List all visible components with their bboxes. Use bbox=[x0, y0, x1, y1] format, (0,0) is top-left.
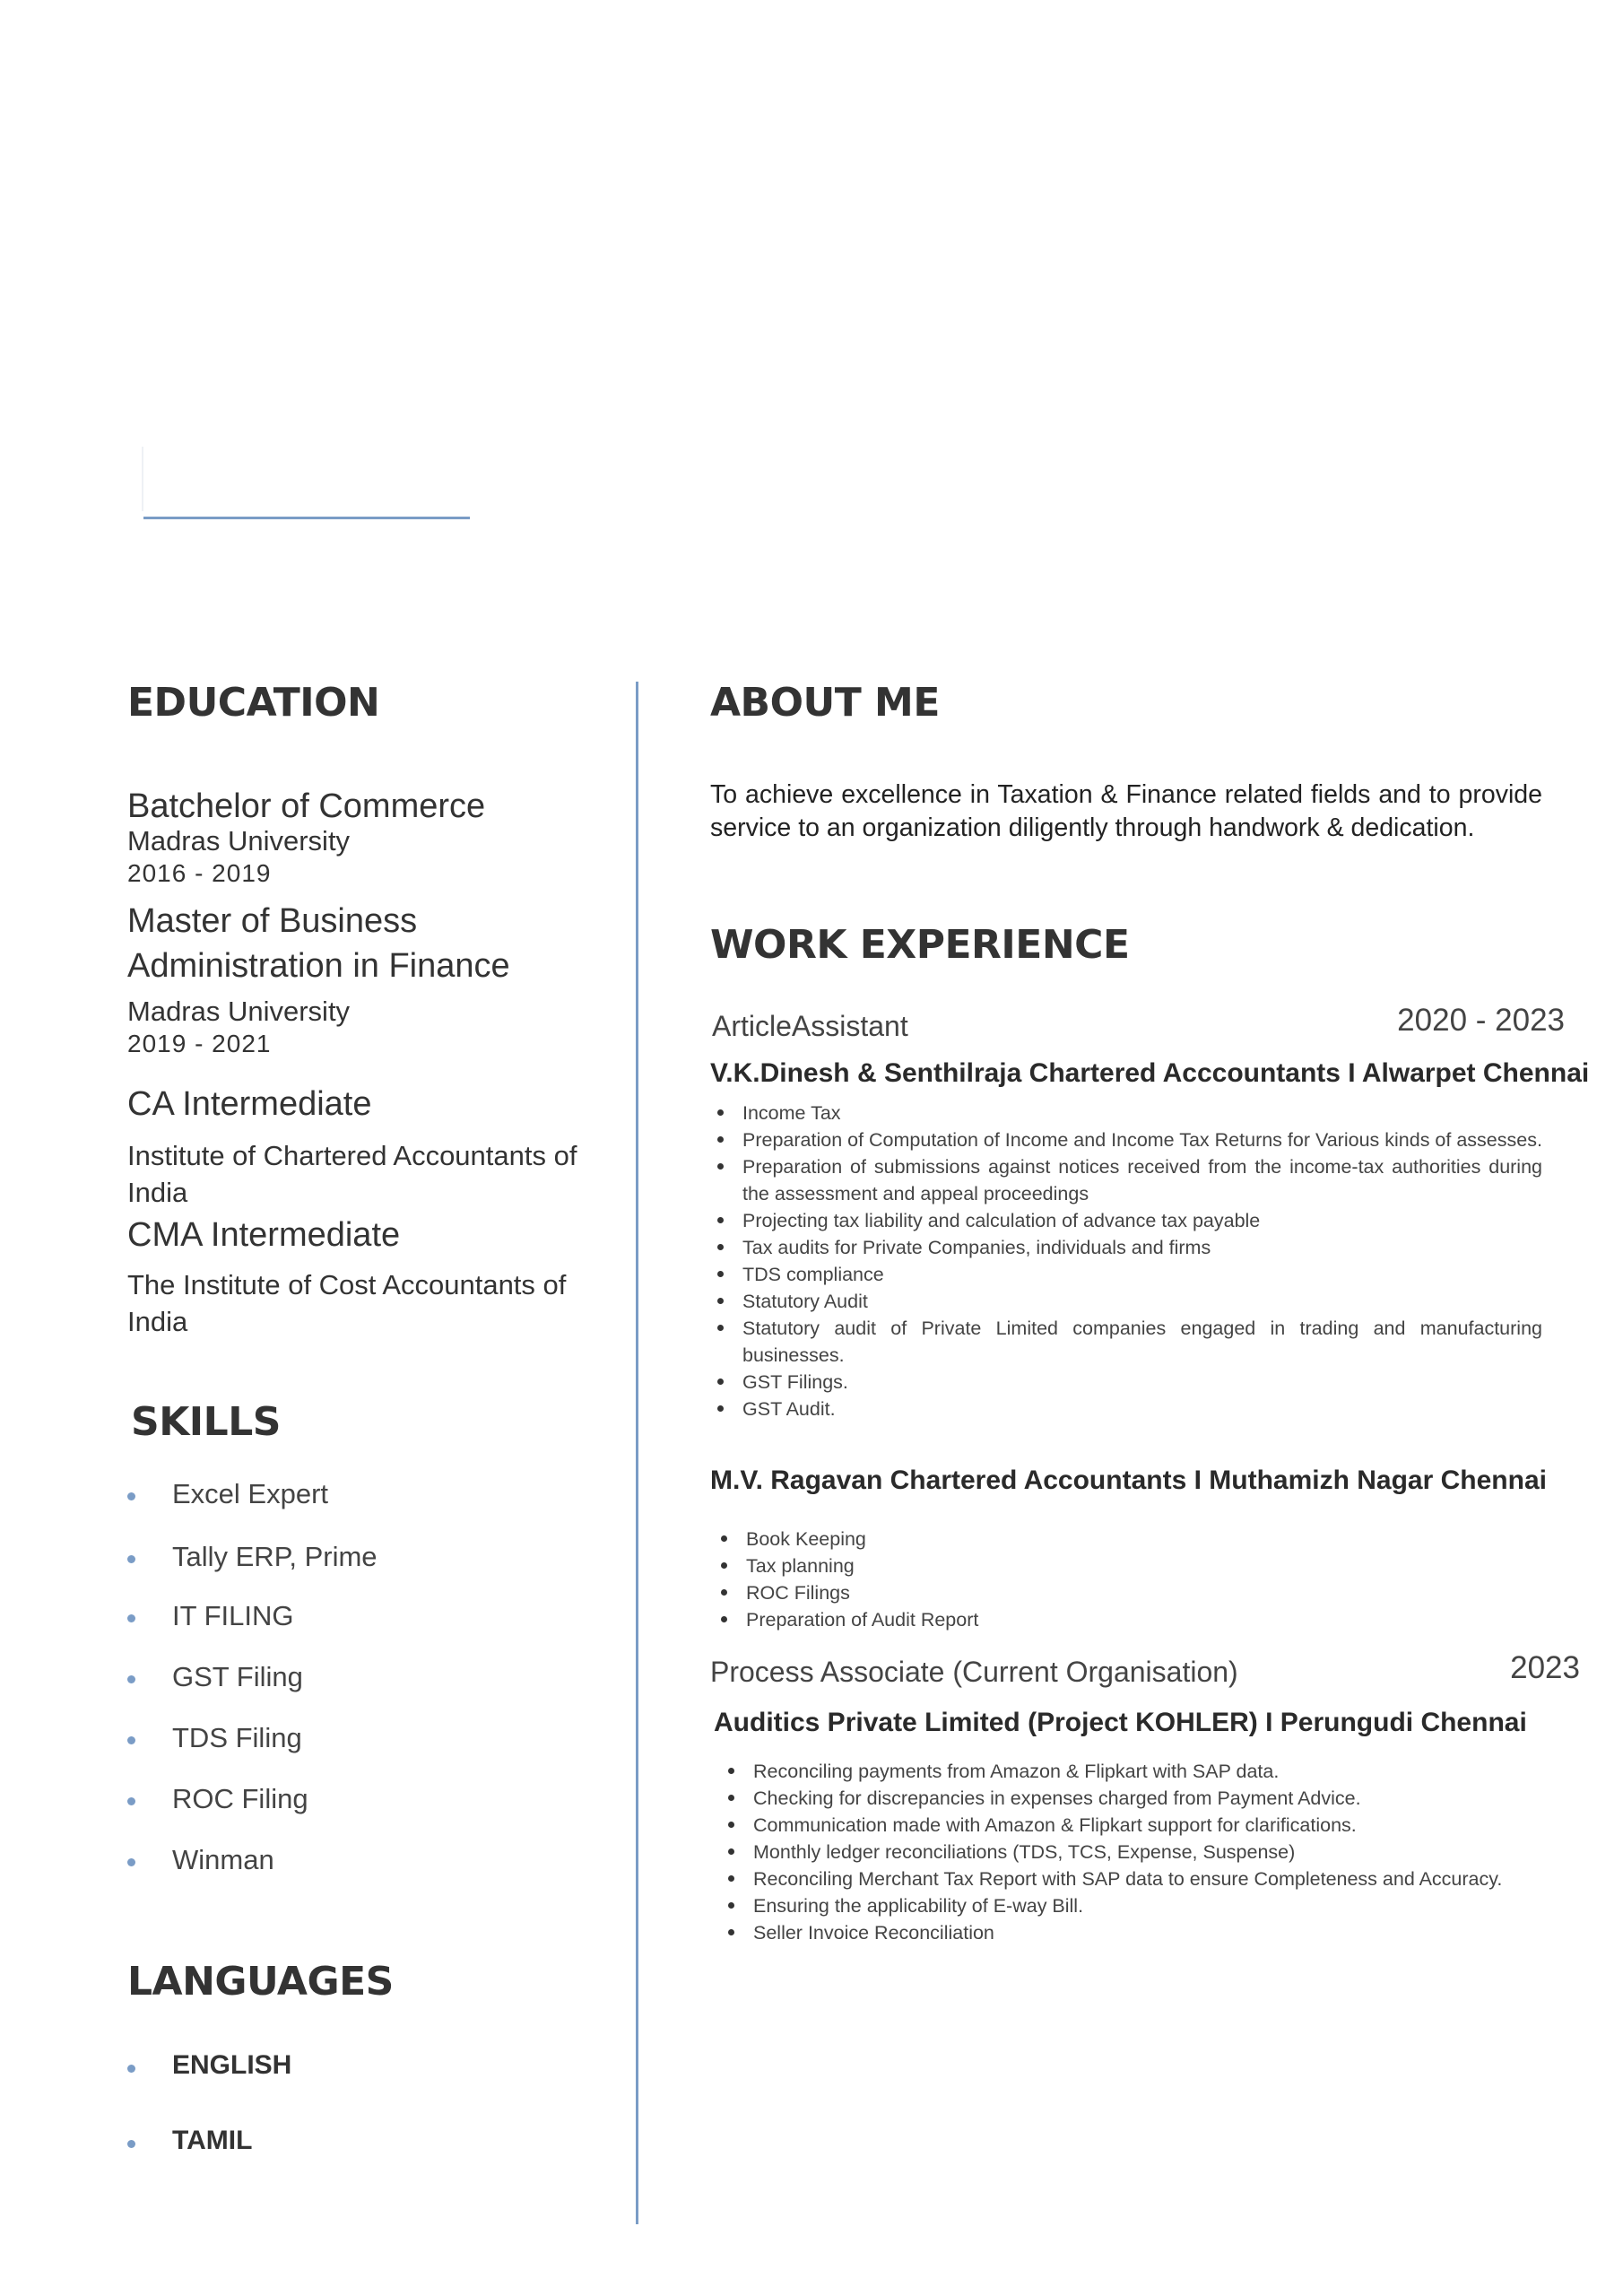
bullet-icon bbox=[127, 1736, 135, 1744]
work-experience-heading: WORK EXPERIENCE bbox=[710, 922, 1130, 968]
skill-label: Winman bbox=[172, 1844, 274, 1875]
column-divider bbox=[636, 682, 638, 2224]
list-item: Preparation of submissions against notices received from the income-tax authorities during the assessment and appeal proceedings bbox=[710, 1153, 1542, 1207]
education-degree: Batchelor of Commerce bbox=[127, 787, 486, 825]
bullet-icon bbox=[127, 2065, 135, 2073]
list-item: Tax planning bbox=[714, 1552, 1521, 1579]
education-degree: CMA Intermediate bbox=[127, 1216, 401, 1254]
education-school: The Institute of Cost Accountants of India bbox=[127, 1269, 567, 1337]
list-item: Reconciling Merchant Tax Report with SAP data to ensure Completeness and Accuracy. bbox=[721, 1866, 1553, 1892]
list-item: GST Filings. bbox=[710, 1369, 1542, 1396]
languages-heading: LANGUAGES bbox=[127, 1959, 394, 2005]
skill-label: IT FILING bbox=[172, 1600, 294, 1631]
skills-heading: SKILLS bbox=[131, 1399, 281, 1445]
list-item: Tax audits for Private Companies, individuals and firms bbox=[710, 1234, 1542, 1261]
job-duties-list bbox=[721, 1758, 1553, 1946]
bullet-icon bbox=[127, 2140, 135, 2148]
education-school: Madras University bbox=[127, 996, 351, 1027]
list-item: Checking for discrepancies in expenses charged from Payment Advice. bbox=[721, 1785, 1553, 1812]
skill-label: Excel Expert bbox=[172, 1478, 329, 1509]
education-school: Institute of Chartered Accountants of India bbox=[127, 1140, 577, 1208]
skill-label: ROC Filing bbox=[172, 1783, 308, 1814]
header-accent-tick bbox=[142, 447, 143, 511]
job-company: M.V. Ragavan Chartered Accountants I Muthamizh Nagar Chennai bbox=[710, 1465, 1547, 1495]
list-item: Statutory Audit bbox=[710, 1288, 1542, 1315]
skill-label: TDS Filing bbox=[172, 1722, 302, 1753]
list-item: Communication made with Amazon & Flipkart support for clarifications. bbox=[721, 1812, 1553, 1839]
language-label: ENGLISH bbox=[172, 2050, 292, 2080]
bullet-icon bbox=[127, 1797, 135, 1805]
skill-label: GST Filing bbox=[172, 1661, 303, 1692]
bullet-icon bbox=[127, 1492, 135, 1500]
list-item: Preparation of Computation of Income and Income Tax Returns for Various kinds of assesses. bbox=[710, 1126, 1542, 1153]
list-item: Book Keeping bbox=[714, 1526, 1521, 1552]
list-item: GST Audit. bbox=[710, 1396, 1542, 1422]
list-item: Income Tax bbox=[710, 1100, 1542, 1126]
bullet-icon bbox=[127, 1614, 135, 1622]
job-role: Process Associate (Current Organisation) bbox=[710, 1656, 1238, 1688]
job-duties-list bbox=[714, 1526, 1521, 1633]
job-duties-list bbox=[710, 1100, 1542, 1422]
list-item: Ensuring the applicability of E-way Bill. bbox=[721, 1892, 1553, 1919]
about-heading: ABOUT ME bbox=[710, 680, 940, 726]
job-company: Auditics Private Limited (Project KOHLER) I Perungudi Chennai bbox=[714, 1708, 1527, 1737]
education-heading: EDUCATION bbox=[127, 680, 380, 726]
education-degree: CA Intermediate bbox=[127, 1085, 372, 1123]
job-years: 2020 - 2023 bbox=[1397, 1003, 1565, 1038]
list-item: Reconciling payments from Amazon & Flipkart with SAP data. bbox=[721, 1758, 1553, 1785]
list-item: Monthly ledger reconciliations (TDS, TCS, Expense, Suspense) bbox=[721, 1839, 1553, 1866]
list-item: Seller Invoice Reconciliation bbox=[721, 1919, 1553, 1946]
header-underline bbox=[143, 517, 470, 519]
list-item: Projecting tax liability and calculation of advance tax payable bbox=[710, 1207, 1542, 1234]
education-years: 2019 - 2021 bbox=[127, 1030, 272, 1057]
language-label: TAMIL bbox=[172, 2126, 253, 2155]
list-item: Statutory audit of Private Limited companies engaged in trading and manufacturing businesses. bbox=[710, 1315, 1542, 1369]
job-years: 2023 bbox=[1510, 1650, 1580, 1685]
bullet-icon bbox=[127, 1858, 135, 1866]
job-role: ArticleAssistant bbox=[712, 1010, 908, 1042]
bullet-icon bbox=[127, 1555, 135, 1563]
education-years: 2016 - 2019 bbox=[127, 859, 272, 887]
skill-label: Tally ERP, Prime bbox=[172, 1541, 378, 1572]
list-item: Preparation of Audit Report bbox=[714, 1606, 1521, 1633]
education-school: Madras University bbox=[127, 825, 351, 857]
job-company: V.K.Dinesh & Senthilraja Chartered Acccountants I Alwarpet Chennai bbox=[710, 1058, 1590, 1088]
bullet-icon bbox=[127, 1675, 135, 1683]
list-item: TDS compliance bbox=[710, 1261, 1542, 1288]
education-degree: Master of Business Administration in Finance bbox=[127, 902, 510, 985]
about-text: To achieve excellence in Taxation & Finance related fields and to provide service to an organization diligently through handwork & dedication. bbox=[710, 780, 1542, 842]
list-item: ROC Filings bbox=[714, 1579, 1521, 1606]
